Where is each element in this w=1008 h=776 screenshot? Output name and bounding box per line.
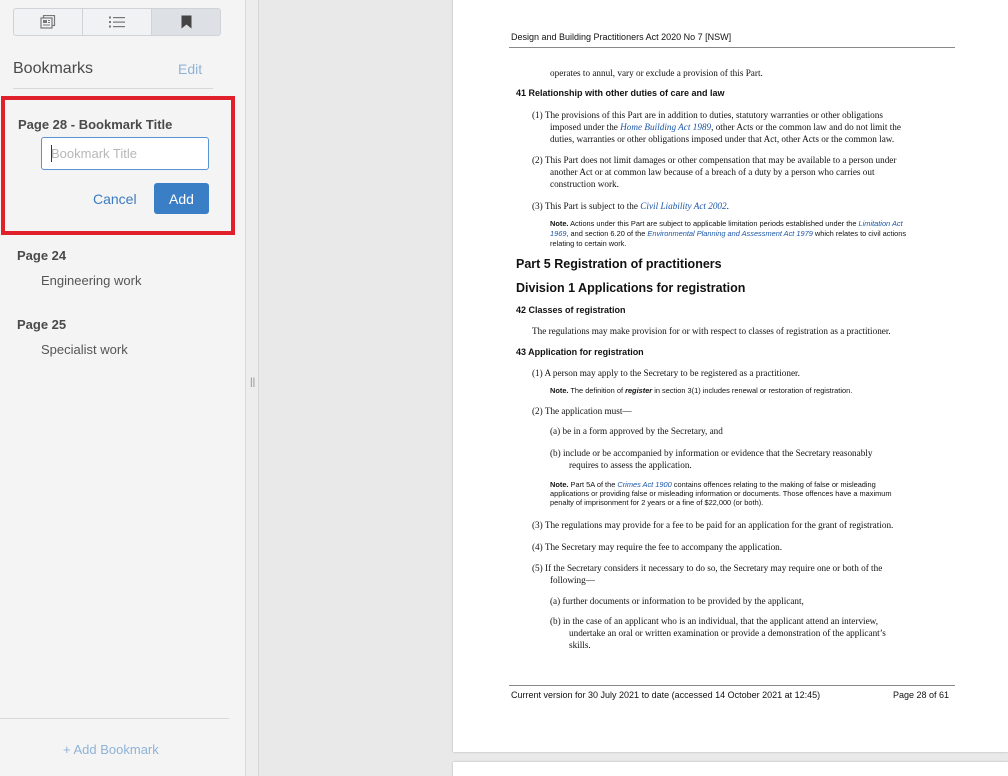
text-span: which relates to civil actions [812, 229, 907, 238]
note-line: relating to certain work. [550, 239, 627, 248]
text-line: construction work. [550, 179, 619, 189]
text-line: (b) include or be accompanied by information or evidence that the Secretary reasonably [550, 448, 873, 458]
bookmarks-sidebar [0, 0, 246, 776]
section-heading: 41 Relationship with other duties of care and law [516, 88, 725, 98]
text-span: imposed under the [550, 122, 621, 132]
page-header: Design and Building Practitioners Act 2020 No 7 [NSW] [511, 32, 732, 42]
note-line [550, 229, 906, 238]
text-span: The definition of [568, 386, 626, 395]
thumbnails-icon [40, 15, 56, 29]
text-line: operates to annul, vary or exclude a provision of this Part. [550, 68, 763, 78]
act-link[interactable]: Environmental Planning and Assessment Act 1979 [647, 229, 813, 238]
footer-rule [509, 685, 955, 686]
text-line: requires to assess the application. [569, 460, 692, 470]
text-line: (a) further documents or information to be provided by the applicant, [550, 596, 804, 606]
text-line: (1) A person may apply to the Secretary to be registered as a practitioner. [532, 368, 800, 378]
divider [13, 88, 213, 89]
text-span: in section 3(1) includes renewal or restoration of registration. [652, 386, 853, 395]
sidebar-resize-handle[interactable] [246, 0, 259, 776]
page-footer-version: Current version for 30 July 2021 to date (accessed 14 October 2021 at 12:45) [511, 690, 821, 700]
text-span: . [726, 201, 729, 211]
section-heading: 42 Classes of registration [516, 305, 626, 315]
bookmark-title-input[interactable] [41, 137, 209, 170]
section-heading: 43 Application for registration [516, 347, 644, 357]
note-label: Note. [550, 219, 569, 228]
division-heading: Division 1 Applications for registration [516, 281, 746, 295]
document-page [453, 0, 1008, 752]
text-line [532, 200, 729, 212]
text-line: another Act or at common law because of a breach of a duty by a person who carries out [550, 167, 875, 177]
act-link[interactable]: Home Building Act 1989 [620, 122, 712, 132]
grip-icon: || [250, 377, 256, 388]
text-line: (4) The Secretary may require the fee to accompany the application. [532, 542, 783, 552]
text-span: (3) This Part is subject to the [532, 201, 641, 211]
divider [0, 718, 229, 719]
text-line: (5) If the Secretary considers it necessary to do so, the Secretary may require one or both of the [532, 563, 883, 573]
new-bookmark-heading: Page 28 - Bookmark Title [18, 117, 173, 132]
bookmarks-tab[interactable] [152, 9, 220, 35]
act-link[interactable]: Civil Liability Act 2002 [640, 201, 727, 211]
text-line: (a) be in a form approved by the Secretary, and [550, 426, 723, 436]
edit-bookmarks-link[interactable]: Edit [178, 61, 203, 77]
next-document-page [453, 762, 1008, 776]
text-line: skills. [569, 640, 591, 650]
cancel-button[interactable]: Cancel [93, 191, 137, 207]
bookmark-item[interactable] [17, 248, 141, 288]
add-bookmark-button[interactable]: + Add Bookmark [63, 742, 159, 757]
bookmark-title: Engineering work [41, 273, 142, 288]
list-icon [109, 16, 125, 28]
note-label: Note. [550, 386, 569, 395]
header-rule [509, 47, 955, 48]
text-line: undertake an oral or written examination or provide a demonstration of the applicant’s [569, 628, 886, 638]
note-line [550, 386, 852, 395]
bookmark-page: Page 24 [17, 248, 67, 263]
add-button[interactable]: Add [154, 183, 209, 214]
note-line [550, 480, 876, 489]
defined-term: register [625, 386, 653, 395]
outline-tab[interactable] [83, 9, 152, 35]
text-line: The regulations may make provision for or with respect to classes of registration as a practitioner. [532, 326, 891, 336]
act-link[interactable]: 1969 [550, 229, 567, 238]
text-line: (2) The application must— [532, 406, 632, 416]
new-bookmark-form [1, 96, 235, 235]
bookmark-item[interactable] [17, 317, 128, 357]
text-caret [51, 145, 52, 162]
text-line: (2) This Part does not limit damages or other compensation that may be available to a person under [532, 155, 897, 165]
text-line: duties, warranties or other obligations imposed under that Act, other Acts or the common law. [550, 134, 895, 144]
bookmark-page: Page 25 [17, 317, 67, 332]
bookmark-icon [181, 15, 192, 29]
text-line: (3) The regulations may provide for a fee to be paid for an application for the grant of registration. [532, 520, 894, 530]
text-span: , and section 6.20 of the [566, 229, 648, 238]
text-line [550, 121, 901, 133]
text-line: following— [550, 575, 595, 585]
text-span: contains offences relating to the making of false or misleading [671, 480, 876, 489]
bookmark-title: Specialist work [41, 342, 128, 357]
text-span: Actions under this Part are subject to applicable limitation periods established under the [568, 219, 859, 228]
part-heading: Part 5 Registration of practitioners [516, 257, 722, 271]
sidebar-view-switcher [13, 8, 221, 36]
text-span: , other Acts or the common law and do not limit the [711, 122, 901, 132]
act-link[interactable]: Crimes Act 1900 [617, 480, 672, 489]
page-number: Page 28 of 61 [893, 690, 950, 700]
act-link[interactable]: Limitation Act [858, 219, 903, 228]
note-line: applications or providing false or misleading information or documents. Those offences have a maximum [550, 489, 892, 498]
sidebar-title: Bookmarks [13, 60, 94, 77]
text-line: (b) in the case of an applicant who is an individual, that the applicant attend an interview, [550, 616, 879, 626]
text-span: Part 5A of the [568, 480, 618, 489]
note-line [550, 219, 903, 228]
thumbnails-tab[interactable] [14, 9, 83, 35]
note-label: Note. [550, 480, 569, 489]
text-line: (1) The provisions of this Part are in addition to duties, statutory warranties or other obligations [532, 110, 883, 120]
note-line: penalty of imprisonment for 2 years or a fine of $22,000 (or both). [550, 498, 764, 507]
